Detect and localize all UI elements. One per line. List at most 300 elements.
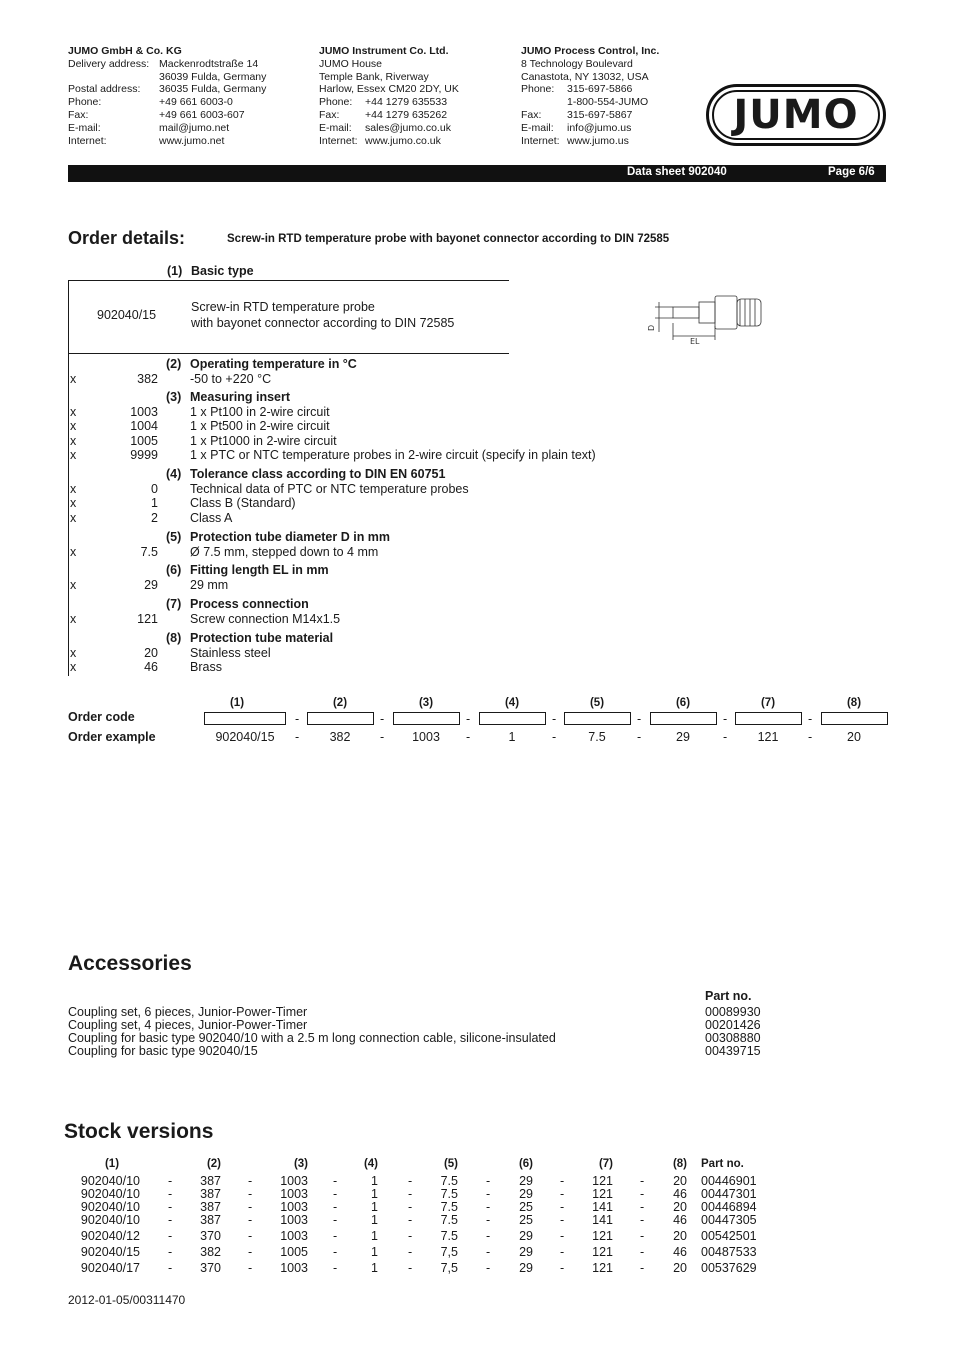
- stock-cell: 46: [673, 1187, 687, 1201]
- section-title: Protection tube diameter D in mm: [190, 530, 391, 544]
- stock-separator: -: [248, 1245, 253, 1259]
- contact-row: [68, 58, 266, 71]
- jumo-logo: [706, 84, 886, 146]
- stock-header: (3): [293, 1158, 308, 1170]
- stock-header: Part no.: [701, 1158, 744, 1170]
- basic-type-code: 902040/15: [97, 308, 157, 322]
- contact-key: E-mail:: [319, 121, 352, 134]
- contact-key: E-mail:: [68, 121, 101, 134]
- stock-separator: -: [640, 1261, 645, 1275]
- option-desc: Technical data of PTC or NTC temperature probes: [190, 481, 469, 496]
- contact-value: 315-697-5866: [567, 83, 633, 96]
- option-desc: Class A: [190, 510, 233, 525]
- stock-separator: -: [248, 1187, 253, 1201]
- stock-header: (4): [363, 1158, 378, 1170]
- order-code-header: (7): [760, 697, 776, 709]
- stock-cell: 7.5: [440, 1200, 458, 1214]
- stock-cell: 25: [519, 1213, 533, 1227]
- stock-separator: -: [560, 1174, 565, 1188]
- stock-cell: 7.5: [440, 1174, 458, 1188]
- option-row: [68, 482, 628, 497]
- stock-separator: -: [168, 1245, 173, 1259]
- contact-row: [68, 109, 266, 122]
- stock-header: (1): [104, 1158, 120, 1170]
- contact-value: 36035 Fulda, Germany: [159, 83, 267, 96]
- section-number: (2): [166, 357, 182, 371]
- order-example-value: 29: [676, 730, 690, 744]
- contact-value: www.jumo.us: [567, 134, 629, 147]
- contact-value: +44 1279 635262: [365, 108, 448, 121]
- stock-separator: -: [640, 1245, 645, 1259]
- stock-separator: -: [560, 1229, 565, 1243]
- stock-cell: 1003: [280, 1187, 308, 1201]
- option-desc: 1 x Pt100 in 2-wire circuit: [190, 404, 330, 419]
- section-number: (3): [166, 390, 182, 404]
- contact-row: [521, 83, 659, 96]
- contact-key: Fax:: [68, 108, 89, 121]
- accessory-part-no: 00089930: [705, 1005, 761, 1019]
- order-code-label: Order code: [68, 710, 135, 724]
- order-code-separator: -: [466, 712, 471, 726]
- stock-cell: 121: [592, 1229, 613, 1243]
- stock-cell: 387: [200, 1200, 221, 1214]
- contact-value: Mackenrodtstraße 14: [159, 57, 259, 70]
- option-row: [68, 612, 628, 627]
- stock-cell: 902040/10: [80, 1174, 140, 1188]
- option-x-marker: x: [70, 645, 77, 660]
- accessory-desc: Coupling set, 6 pieces, Junior-Power-Timer: [68, 1005, 308, 1019]
- stock-cell: 29: [519, 1174, 533, 1188]
- option-desc: 29 mm: [190, 577, 229, 592]
- order-code-input-box[interactable]: [650, 712, 717, 725]
- stock-separator: -: [168, 1174, 173, 1188]
- option-code: 1: [151, 496, 158, 510]
- stock-separator: -: [560, 1200, 565, 1214]
- stock-separator: -: [333, 1174, 338, 1188]
- stock-cell: 00447301: [701, 1187, 757, 1201]
- stock-cell: 1: [371, 1200, 378, 1214]
- stock-separator: -: [408, 1261, 413, 1275]
- stock-cell: 1003: [280, 1213, 308, 1227]
- order-code-input-box[interactable]: [564, 712, 631, 725]
- section-number: (5): [166, 530, 182, 544]
- section-title: Operating temperature in °C: [190, 357, 357, 371]
- contact-row: [319, 122, 459, 135]
- stock-separator: -: [640, 1200, 645, 1214]
- order-code-input-box[interactable]: [307, 712, 374, 725]
- contact-value: 36039 Fulda, Germany: [159, 70, 267, 83]
- contact-value: 1-800-554-JUMO: [567, 96, 649, 109]
- stock-separator: -: [560, 1213, 565, 1227]
- stock-cell: 20: [673, 1261, 687, 1275]
- stock-cell: 7.5: [440, 1187, 458, 1201]
- order-code-input-box[interactable]: [735, 712, 802, 725]
- company-block-germany: [68, 45, 266, 147]
- stock-separator: -: [408, 1245, 413, 1259]
- option-row: [68, 419, 628, 434]
- section-title: Protection tube material: [190, 631, 334, 645]
- order-code-header: (6): [675, 697, 691, 709]
- option-code: 46: [144, 660, 158, 674]
- contact-row: [68, 71, 266, 84]
- basic-type-left-rule: [68, 280, 69, 354]
- section-title: Measuring insert: [190, 390, 291, 404]
- option-code: 2: [151, 510, 158, 525]
- option-desc: 1 x Pt500 in 2-wire circuit: [190, 419, 330, 433]
- section-number: (8): [166, 631, 182, 645]
- order-code-input-box[interactable]: [393, 712, 460, 725]
- contact-key: Phone:: [319, 96, 353, 109]
- contact-row: [521, 96, 659, 109]
- stock-separator: -: [560, 1261, 565, 1275]
- order-code-header: (4): [504, 697, 520, 709]
- option-x-marker: x: [70, 660, 77, 674]
- option-x-marker: x: [70, 371, 77, 386]
- order-code-separator: -: [723, 712, 728, 726]
- contact-value: 315-697-5867: [567, 108, 633, 121]
- stock-separator: -: [248, 1213, 253, 1227]
- contact-value: +49 661 6003-607: [159, 108, 245, 121]
- company-name: JUMO Process Control, Inc.: [521, 45, 660, 57]
- contact-key: E-mail:: [521, 121, 554, 134]
- stock-cell: 1005: [280, 1245, 308, 1259]
- stock-separator: -: [333, 1200, 338, 1214]
- stock-cell: 29: [519, 1245, 533, 1259]
- order-code-separator: -: [380, 712, 385, 726]
- stock-cell: 902040/10: [80, 1187, 140, 1201]
- section-number: (6): [166, 563, 182, 577]
- order-example-separator: -: [552, 730, 557, 744]
- page-number: Page 6/6: [828, 166, 875, 178]
- company-name: JUMO GmbH & Co. KG: [68, 45, 182, 57]
- stock-cell: 7,5: [440, 1261, 458, 1275]
- option-x-marker: x: [70, 419, 77, 433]
- option-x-marker: x: [70, 611, 77, 626]
- option-code: 7.5: [140, 544, 158, 559]
- stock-cell: 902040/12: [80, 1229, 140, 1243]
- stock-cell: 1: [371, 1261, 378, 1275]
- option-code: 29: [144, 577, 158, 592]
- contact-key: Delivery address:: [68, 57, 150, 70]
- order-example-separator: -: [723, 730, 728, 744]
- option-desc: Brass: [190, 660, 222, 674]
- address-line: Harlow, Essex CM20 2DY, UK: [319, 83, 459, 96]
- address-line: 8 Technology Boulevard: [521, 57, 633, 70]
- option-desc: Stainless steel: [190, 645, 271, 660]
- stock-cell: 00446894: [701, 1200, 757, 1214]
- header-bar: [68, 165, 886, 182]
- option-x-marker: x: [70, 577, 77, 592]
- accessory-desc: Coupling for basic type 902040/10 with a 2.5 m long connection cable, silicone-insulated: [68, 1031, 556, 1045]
- section-title: Tolerance class according to DIN EN 60751: [190, 467, 446, 481]
- section-number: (7): [166, 597, 182, 611]
- accessory-desc: Coupling set, 4 pieces, Junior-Power-Timer: [68, 1018, 308, 1032]
- stock-cell: 902040/10: [80, 1200, 140, 1214]
- stock-separator: -: [333, 1245, 338, 1259]
- stock-cell: 1003: [280, 1200, 308, 1214]
- contact-key: Fax:: [319, 108, 340, 121]
- contact-row: [319, 109, 459, 122]
- contact-key: Internet:: [68, 134, 107, 147]
- datasheet-number: Data sheet 902040: [627, 166, 727, 178]
- address-line: JUMO House: [319, 57, 383, 70]
- option-x-marker: x: [70, 544, 77, 559]
- stock-cell: 20: [673, 1174, 687, 1188]
- stock-cell: 1003: [280, 1261, 308, 1275]
- option-desc: Class B (Standard): [190, 496, 296, 510]
- option-code: 1005: [130, 433, 158, 448]
- stock-cell: 1003: [280, 1229, 308, 1243]
- accessory-desc: Coupling for basic type 902040/15: [68, 1044, 258, 1058]
- stock-cell: 46: [673, 1245, 687, 1259]
- option-x-marker: x: [70, 510, 77, 525]
- company-name: JUMO Instrument Co. Ltd.: [319, 45, 449, 57]
- order-example-value: 1: [508, 730, 516, 744]
- stock-cell: 387: [200, 1213, 221, 1227]
- contact-key: Fax:: [521, 108, 542, 121]
- stock-separator: -: [560, 1245, 565, 1259]
- contact-key: Phone:: [521, 83, 555, 96]
- contact-value: sales@jumo.co.uk: [365, 121, 451, 134]
- stock-cell: 20: [673, 1229, 687, 1243]
- order-code-separator: -: [637, 712, 642, 726]
- stock-separator: -: [486, 1213, 491, 1227]
- option-row: [68, 578, 628, 593]
- stock-separator: -: [248, 1261, 253, 1275]
- stock-separator: -: [640, 1229, 645, 1243]
- contact-row: [68, 83, 266, 96]
- order-code-input-box[interactable]: [479, 712, 546, 725]
- stock-cell: 387: [200, 1187, 221, 1201]
- order-code-separator: -: [552, 712, 557, 726]
- accessories-part-header: Part no.: [705, 989, 752, 1003]
- logo-text: JUMO: [712, 90, 880, 140]
- stock-versions-title: Stock versions: [64, 1120, 214, 1143]
- stock-cell: 121: [592, 1174, 613, 1188]
- contact-key: [521, 96, 567, 109]
- stock-cell: 121: [592, 1261, 613, 1275]
- stock-separator: -: [408, 1200, 413, 1214]
- order-example-separator: -: [808, 730, 813, 744]
- contact-value: www.jumo.co.uk: [365, 134, 441, 147]
- stock-cell: 29: [519, 1261, 533, 1275]
- option-row: [68, 434, 628, 449]
- stock-cell: 121: [592, 1187, 613, 1201]
- stock-cell: 1: [371, 1174, 378, 1188]
- option-x-marker: x: [70, 433, 77, 448]
- stock-cell: 121: [592, 1245, 613, 1259]
- stock-separator: -: [168, 1213, 173, 1227]
- contact-key: Postal address:: [68, 83, 141, 96]
- order-code-separator: -: [808, 712, 813, 726]
- stock-separator: -: [640, 1187, 645, 1201]
- stock-separator: -: [486, 1261, 491, 1275]
- stock-separator: -: [408, 1229, 413, 1243]
- order-details-subtitle: Screw-in RTD temperature probe with bayonet connector according to DIN 72585: [227, 233, 670, 245]
- order-code-header: (3): [418, 697, 434, 709]
- stock-cell: 141: [592, 1200, 613, 1214]
- option-x-marker: x: [70, 404, 77, 419]
- option-row: [68, 646, 628, 661]
- stock-cell: 00447305: [701, 1213, 757, 1227]
- section-number: (4): [166, 467, 182, 481]
- contact-row: [68, 96, 266, 109]
- probe-dimension-drawing: [645, 288, 775, 348]
- stock-cell: 902040/17: [80, 1261, 140, 1275]
- stock-cell: 382: [200, 1245, 221, 1259]
- option-code: 382: [137, 371, 158, 386]
- stock-cell: 1: [371, 1229, 378, 1243]
- order-example-value: 382: [329, 730, 351, 744]
- order-code-input-box[interactable]: [204, 712, 286, 725]
- stock-separator: -: [640, 1213, 645, 1227]
- company-block-uk: [319, 45, 459, 147]
- basic-type-desc-2: with bayonet connector according to DIN 72585: [191, 316, 455, 330]
- option-x-marker: x: [70, 481, 77, 496]
- stock-cell: 902040/10: [80, 1213, 140, 1227]
- stock-cell: 1: [371, 1245, 378, 1259]
- stock-header: (8): [672, 1158, 687, 1170]
- option-x-marker: x: [70, 448, 77, 462]
- contact-key: [68, 71, 159, 84]
- order-example-separator: -: [466, 730, 471, 744]
- stock-cell: 1: [371, 1213, 378, 1227]
- diameter-label: D: [647, 324, 656, 331]
- basic-type-bottom-rule: [68, 353, 509, 354]
- stock-cell: 00487533: [701, 1245, 757, 1259]
- stock-separator: -: [333, 1261, 338, 1275]
- option-row: [68, 448, 628, 463]
- stock-cell: 7.5: [440, 1213, 458, 1227]
- order-example-separator: -: [295, 730, 300, 744]
- stock-separator: -: [640, 1174, 645, 1188]
- accessories-title: Accessories: [68, 952, 192, 975]
- stock-cell: 29: [519, 1187, 533, 1201]
- accessory-part-no: 00308880: [705, 1031, 761, 1045]
- stock-separator: -: [333, 1229, 338, 1243]
- stock-separator: -: [168, 1229, 173, 1243]
- order-example-value: 20: [847, 730, 861, 744]
- stock-cell: 00446901: [701, 1174, 757, 1188]
- option-row: [68, 496, 628, 511]
- stock-separator: -: [248, 1229, 253, 1243]
- order-example-value: 1003: [412, 730, 440, 744]
- stock-cell: 25: [519, 1200, 533, 1214]
- stock-cell: 7,5: [440, 1245, 458, 1259]
- stock-cell: 00537629: [701, 1261, 757, 1275]
- address-line: Temple Bank, Riverway: [319, 70, 429, 83]
- option-row: [68, 372, 628, 387]
- stock-separator: -: [248, 1174, 253, 1188]
- option-code: 1003: [130, 404, 158, 419]
- option-x-marker: x: [70, 496, 77, 510]
- order-code-header: (1): [229, 697, 245, 709]
- option-code: 9999: [130, 448, 158, 462]
- basic-type-title: Basic type: [191, 264, 254, 278]
- accessory-part-no: 00439715: [705, 1044, 761, 1058]
- stock-separator: -: [408, 1174, 413, 1188]
- stock-separator: -: [408, 1213, 413, 1227]
- option-row: [68, 660, 628, 675]
- stock-cell: 46: [673, 1213, 687, 1227]
- order-example-value: 121: [757, 730, 779, 744]
- company-block-usa: [521, 45, 659, 147]
- contact-key: Phone:: [68, 96, 102, 109]
- stock-cell: 902040/15: [80, 1245, 140, 1259]
- stock-separator: -: [486, 1174, 491, 1188]
- option-desc: Ø 7.5 mm, stepped down to 4 mm: [190, 544, 379, 559]
- stock-separator: -: [333, 1213, 338, 1227]
- contact-row: [319, 135, 459, 148]
- option-desc: Screw connection M14x1.5: [190, 611, 341, 626]
- contact-row: [68, 122, 266, 135]
- stock-cell: 20: [673, 1200, 687, 1214]
- fitting-length-label: EL: [690, 337, 700, 346]
- stock-cell: 29: [519, 1229, 533, 1243]
- option-row: [68, 545, 628, 560]
- option-code: 0: [151, 481, 158, 496]
- order-code-header: (8): [846, 697, 862, 709]
- stock-separator: -: [486, 1187, 491, 1201]
- contact-key: Internet:: [521, 134, 560, 147]
- footer-doc-id: 2012-01-05/00311470: [68, 1293, 186, 1307]
- order-example-label: Order example: [68, 730, 156, 744]
- stock-header: (2): [206, 1158, 221, 1170]
- option-desc: 1 x PTC or NTC temperature probes in 2-wire circuit (specify in plain text): [190, 448, 596, 462]
- contact-row: [319, 96, 459, 109]
- option-code: 20: [144, 645, 158, 660]
- basic-type-top-rule: [68, 280, 509, 281]
- contact-value: info@jumo.us: [567, 121, 632, 134]
- order-details-title: Order details:: [68, 228, 186, 248]
- contact-value: www.jumo.net: [159, 134, 225, 147]
- stock-cell: 141: [592, 1213, 613, 1227]
- stock-cell: 1: [371, 1187, 378, 1201]
- stock-cell: 387: [200, 1174, 221, 1188]
- stock-separator: -: [168, 1261, 173, 1275]
- stock-separator: -: [486, 1245, 491, 1259]
- section-title: Fitting length EL in mm: [190, 563, 329, 577]
- basic-type-desc-1: Screw-in RTD temperature probe: [191, 300, 375, 314]
- stock-separator: -: [168, 1187, 173, 1201]
- basic-type-label: (1): [167, 264, 183, 278]
- order-example-separator: -: [380, 730, 385, 744]
- option-row: [68, 405, 628, 420]
- contact-key: Internet:: [319, 134, 358, 147]
- order-code-header: (2): [332, 697, 348, 709]
- stock-cell: 370: [200, 1229, 221, 1243]
- option-row: [68, 511, 628, 526]
- stock-header: (6): [518, 1158, 533, 1170]
- stock-cell: 1003: [280, 1174, 308, 1188]
- accessory-part-no: 00201426: [705, 1018, 761, 1032]
- option-desc: -50 to +220 °C: [190, 371, 272, 386]
- option-code: 1004: [130, 419, 158, 433]
- stock-cell: 7.5: [440, 1229, 458, 1243]
- stock-separator: -: [168, 1200, 173, 1214]
- option-code: 121: [137, 611, 158, 626]
- stock-cell: 370: [200, 1261, 221, 1275]
- contact-row: [521, 122, 659, 135]
- order-code-input-box[interactable]: [821, 712, 888, 725]
- order-example-value: 7.5: [588, 730, 606, 744]
- stock-cell: 00542501: [701, 1229, 757, 1243]
- stock-separator: -: [486, 1229, 491, 1243]
- order-example-value: 902040/15: [215, 730, 275, 744]
- order-code-header: (5): [589, 697, 605, 709]
- stock-header: (7): [598, 1158, 613, 1170]
- contact-row: [68, 135, 266, 148]
